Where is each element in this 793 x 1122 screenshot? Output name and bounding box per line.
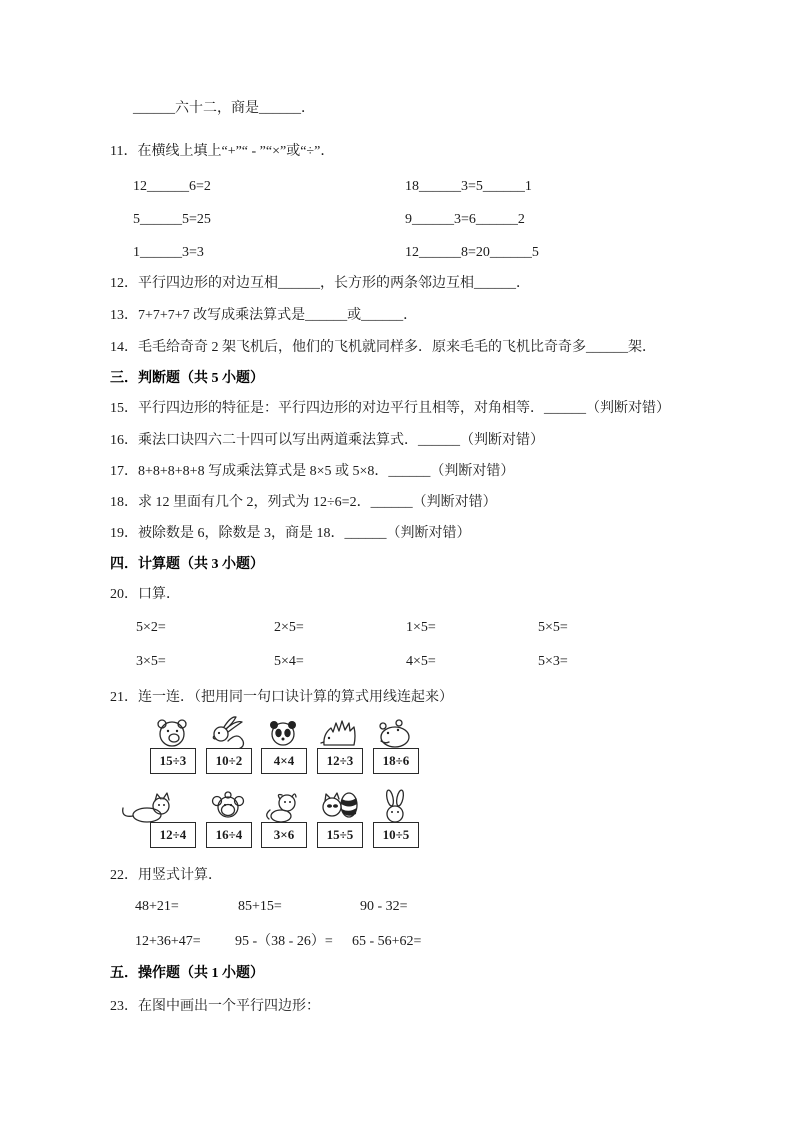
raccoon-icon [319, 788, 359, 824]
q10-continuation: ______六十二，商是______． [133, 101, 315, 116]
q22-cell: 85+15= [238, 899, 282, 914]
q11-row3-right: 12______8=20______5 [405, 245, 539, 260]
q22-cell: 90 - 32= [360, 899, 408, 914]
q15-line: 15．平行四边形的特征是：平行四边形的对边平行且相等，对角相等．______（判断对错） [110, 401, 670, 416]
expression-box: 4×4 [261, 748, 307, 774]
q22-label: 22．用竖式计算． [110, 868, 222, 883]
q20-cell: 2×5= [274, 620, 304, 635]
panda-icon [263, 714, 303, 750]
rabbit-icon [375, 788, 415, 824]
q18-line: 18．求 12 里面有几个 2，列式为 12÷6=2．______（判断对错） [110, 495, 497, 510]
q19-line: 19．被除数是 6，除数是 3，商是 18．______（判断对错） [110, 526, 471, 541]
q21-label: 21．连一连．（把用同一句口诀计算的算式用线连起来） [110, 690, 453, 705]
q13-line: 13．7+7+7+7 改写成乘法算式是______或______． [110, 308, 418, 323]
q22-cell: 48+21= [135, 899, 179, 914]
q11-row2-left: 5______5=25 [133, 212, 211, 227]
q11-row1-left: 12______6=2 [133, 179, 211, 194]
expression-box: 10÷5 [373, 822, 419, 848]
q23-line: 23．在图中画出一个平行四边形： [110, 999, 320, 1014]
match-picture [115, 712, 445, 860]
expression-box: 15÷3 [150, 748, 196, 774]
q17-line: 17．8+8+8+8+8 写成乘法算式是 8×5 或 5×8．______（判断对错） [110, 464, 515, 479]
q11-label: 11．在横线上填上“+”“ - ”“×”或“÷”． [110, 144, 335, 159]
q20-cell: 4×5= [406, 654, 436, 669]
expression-box: 12÷4 [150, 822, 196, 848]
q20-label: 20．口算． [110, 587, 180, 602]
monkey-icon [208, 788, 248, 824]
expression-box: 12÷3 [317, 748, 363, 774]
hedgehog-icon [319, 714, 359, 750]
q22-cell: 95 -（38 - 26）= [235, 934, 333, 949]
section-judge-title: 三．判断题（共 5 小题） [110, 371, 264, 386]
hippo-icon [375, 714, 415, 750]
section-op-title: 五．操作题（共 1 小题） [110, 966, 264, 981]
expression-box: 3×6 [261, 822, 307, 848]
expression-box: 15÷5 [317, 822, 363, 848]
q20-cell: 3×5= [136, 654, 166, 669]
expression-box: 16÷4 [206, 822, 252, 848]
bear-icon [152, 714, 192, 750]
cat-lying-icon [117, 788, 173, 824]
q11-row1-right: 18______3=5______1 [405, 179, 532, 194]
q20-cell: 5×5= [538, 620, 568, 635]
q22-cell: 65 - 56+62= [352, 934, 422, 949]
q22-cell: 12+36+47= [135, 934, 201, 949]
q20-cell: 5×4= [274, 654, 304, 669]
rabbit-leaning-icon [208, 714, 248, 750]
q14-line: 14．毛毛给奇奇 2 架飞机后，他们的飞机就同样多．原来毛毛的飞机比奇奇多______架． [110, 340, 656, 355]
q12-line: 12．平行四边形的对边互相______，长方形的两条邻边互相______． [110, 276, 530, 291]
expression-box: 10÷2 [206, 748, 252, 774]
section-calc-title: 四．计算题（共 3 小题） [110, 557, 264, 572]
expression-box: 18÷6 [373, 748, 419, 774]
puppy-icon [263, 788, 303, 824]
q11-row2-right: 9______3=6______2 [405, 212, 525, 227]
q20-cell: 5×3= [538, 654, 568, 669]
q11-row3-left: 1______3=3 [133, 245, 204, 260]
q16-line: 16．乘法口诀四六二十四可以写出两道乘法算式．______（判断对错） [110, 433, 544, 448]
q20-cell: 5×2= [136, 620, 166, 635]
q20-cell: 1×5= [406, 620, 436, 635]
